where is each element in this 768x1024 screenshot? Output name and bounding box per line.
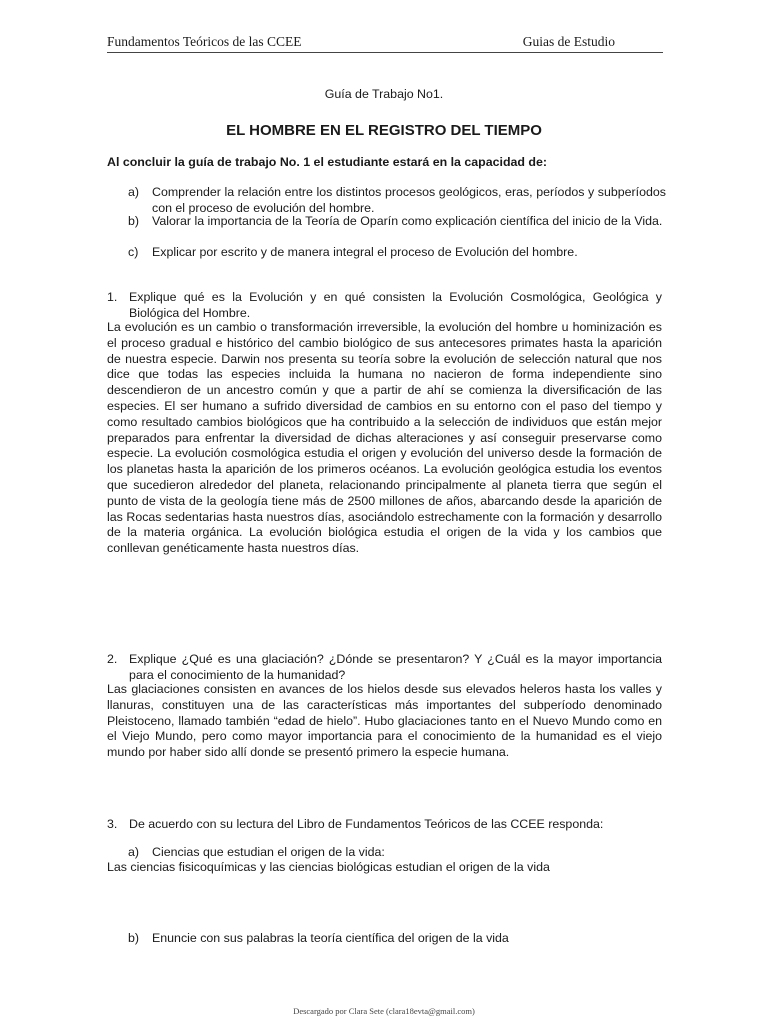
question-text: Explique ¿Qué es una glaciación? ¿Dónde se presentaron? Y ¿Cuál es la mayor importancia para el conocimiento de la humanidad? [129,652,662,682]
objectives-intro: Al concluir la guía de trabajo No. 1 el estudiante estará en la capacidad de: [107,155,548,169]
answer-3a: Las ciencias fisicoquímicas y las ciencias biológicas estudian el origen de la vida [107,860,550,874]
answer-2: Las glaciaciones consisten en avances de los hielos desde sus elevados heleros hasta los valles y llanuras, constituyen una de las características más importantes del subperíodo denominado Pleistoceno, llamado también “edad de hielo”. Hubo glaciaciones tanto en el Nuevo Mundo como en el Viejo Mundo, pero como mayor importancia para el conocimiento de la humanidad es el viejo mundo por haber sido allí donde se presentó primero la especie humana. [107,682,662,760]
objective-label: a) [128,185,140,199]
objective-text: Comprender la relación entre los distintos procesos geológicos, eras, períodos y subperíodos con el proceso de evolución del hombre. [152,185,666,215]
subquestion-label: b) [128,931,140,945]
document-title: EL HOMBRE EN EL REGISTRO DEL TIEMPO [226,122,542,139]
running-header [107,34,663,53]
objective-text: Valorar la importancia de la Teoría de Oparín como explicación científica del inicio de la Vida. [152,214,663,228]
guide-subtitle: Guía de Trabajo No1. [324,87,444,101]
question-text: Explique qué es la Evolución y en qué consisten la Evolución Cosmológica, Geológica y Biológica del Hombre. [129,290,662,320]
question-number: 1. [107,290,118,304]
objective-text: Explicar por escrito y de manera integral el proceso de Evolución del hombre. [152,245,578,259]
download-footer: Descargado por Clara Sete (clara18evta@gmail.com) [293,1006,475,1016]
subquestion-label: a) [128,845,140,859]
header-section-title: Guias de Estudio [522,34,615,49]
answer-1: La evolución es un cambio o transformación irreversible, la evolución del hombre u hominización es el proceso gradual e histórico del cambio biológico de sus antecesores primates hasta la aparición de nuestra especie. Darwin nos presenta su teoría sobre la evolución de selección natural que nos dice que todas las especies incluida la humana no nacieron de forma independiente sino descendieron de un ancestro común y que a partir de ahí se comienza la diversificación de las especies. El ser humano a sufrido diversidad de cambios en su entorno con el paso del tiempo y como resultado cambios biológicos que ha contribuido a la selección de individuos que están mejor preparados para enfrentar la diversidad de dichas alteraciones y así conseguir preservarse como especie. La evolución cosmológica estudia el origen y evolución del universo desde la formación de los planetas hasta la aparición de los primeros océanos. La evolución geológica estudia los eventos que sucedieron alrededor del planeta, relacionando principalmente al planeta tierra que según el punto de vista de la geología tiene más de 2500 millones de años, abarcando desde la aparición de las Rocas sedentarias hasta nuestros días, asociándolo estrechamente con la formación y desarrollo de la materia orgánica. La evolución biológica estudia el origen de la vida y los cambios que conllevan genéticamente hasta nuestros días. [107,320,662,556]
subquestion-text: Enuncie con sus palabras la teoría científica del origen de la vida [152,931,509,945]
subquestion-text: Ciencias que estudian el origen de la vida: [152,845,385,859]
question-number: 2. [107,652,118,666]
objective-label: b) [128,214,140,228]
question-number: 3. [107,817,118,831]
objective-label: c) [128,245,139,259]
header-course-title: Fundamentos Teóricos de las CCEE [107,34,302,49]
question-text: De acuerdo con su lectura del Libro de Fundamentos Teóricos de las CCEE responda: [129,817,604,831]
